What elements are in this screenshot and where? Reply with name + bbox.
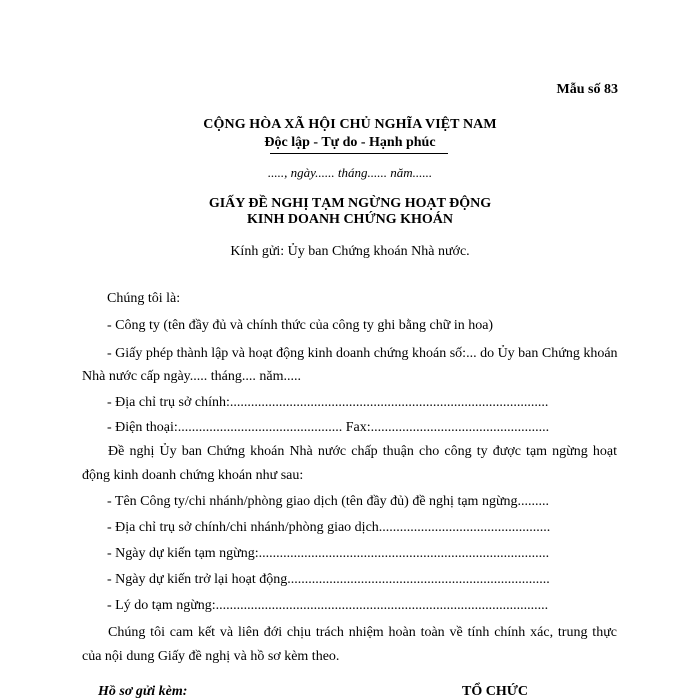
motto: Độc lập - Tự do - Hạnh phúc: [264, 135, 436, 150]
company-name-line: - Công ty (tên đầy đủ và chính thức của công ty ghi bằng chữ in hoa): [107, 318, 494, 333]
title-line-1: GIẤY ĐỀ NGHỊ TẠM NGỪNG HOẠT ĐỘNG: [208, 196, 492, 211]
suspend-date-line: - Ngày dự kiến tạm ngừng:...................................................................................: [107, 546, 550, 561]
license-line-2: Nhà nước cấp ngày..... tháng.... năm.....: [82, 369, 301, 384]
title-line-2: KINH DOANH CHỨNG KHOÁN: [247, 212, 453, 227]
request-paragraph: Đề nghị Ủy ban Chứng khoán Nhà nước chấp thuận cho công ty được tạm ngừng hoạt động kinh doanh chứng khoán như sau:: [82, 444, 617, 483]
address-line: - Địa chỉ trụ sở chính:...........................................................................................: [107, 395, 549, 410]
resume-date-line: - Ngày dự kiến trở lại hoạt động...........................................................................: [107, 572, 550, 587]
license-line-1: - Giấy phép thành lập và hoạt động kinh doanh chứng khoán số:... do Ủy ban Chứng khoán: [107, 346, 618, 361]
branch-name-line: - Tên Công ty/chi nhánh/phòng giao dịch (tên đầy đủ) đề nghị tạm ngừng.........: [107, 494, 550, 509]
motto-underline: [270, 153, 448, 154]
country-heading: CỘNG HÒA XÃ HỘI CHỦ NGHĨA VIỆT NAM: [203, 117, 497, 132]
date-line: ....., ngày...... tháng...... năm......: [267, 165, 433, 180]
phone-fax-line: - Điện thoại:............................................... Fax:...................................................: [107, 420, 550, 435]
branch-address-line: - Địa chỉ trụ sở chính/chi nhánh/phòng giao dịch.................................................: [107, 520, 551, 535]
document-title: [0, 196, 700, 228]
intro-text: Chúng tôi là:: [107, 291, 181, 306]
reason-line: - Lý do tạm ngừng:...............................................................................................: [107, 598, 549, 613]
commitment-paragraph: Chúng tôi cam kết và liên đới chịu trách nhiệm hoàn toàn về tính chính xác, trung thực của nội dung Giấy đề nghị và hồ sơ kèm theo.: [82, 625, 617, 664]
recipient: Kính gửi: Ủy ban Chứng khoán Nhà nước.: [230, 244, 470, 259]
form-number: Mẫu số 83: [556, 82, 618, 97]
organization-signature-label: TỔ CHỨC: [462, 684, 528, 699]
attachments-label: Hồ sơ gửi kèm:: [98, 684, 188, 699]
